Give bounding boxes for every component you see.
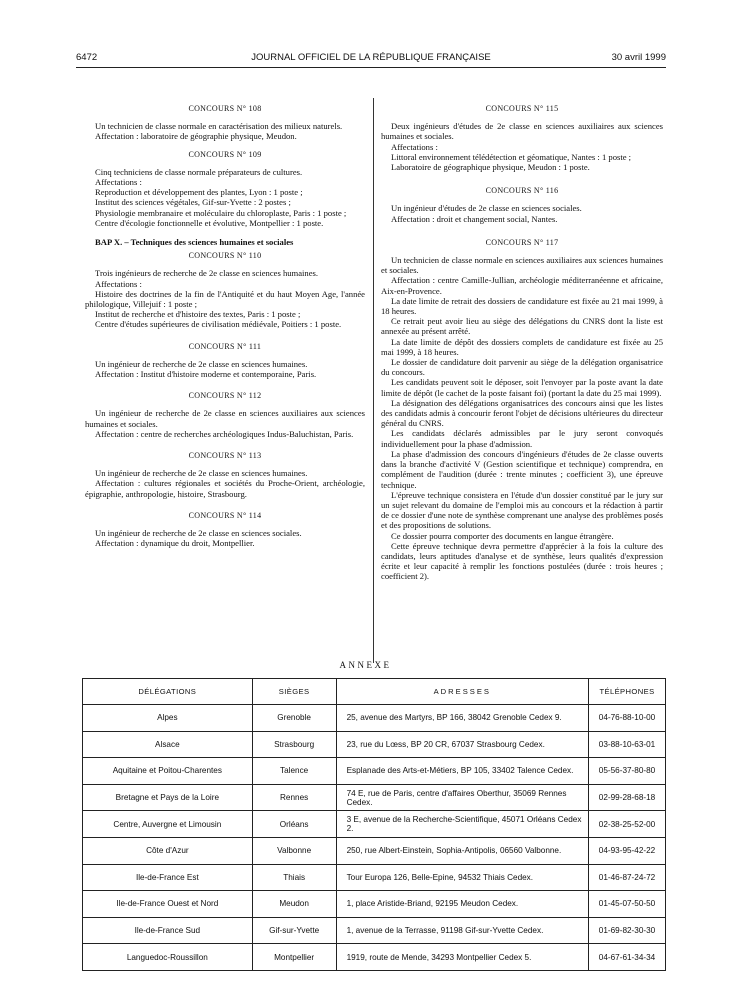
concours-110 — [85, 251, 365, 329]
paragraph: Affectation : Institut d'histoire moderne et contemporaine, Paris. — [95, 369, 317, 380]
siege-cell: Thiais — [252, 864, 336, 891]
table-row — [83, 758, 666, 785]
paragraph: Centre d'écologie fonctionnelle et évolutive, Montpellier : 1 poste. — [95, 217, 324, 228]
concours-title: CONCOURS N° 113 — [188, 451, 262, 461]
paragraph: Un ingénieur de recherche de 2e classe en sciences sociales. — [95, 528, 302, 539]
paragraph: Trois ingénieurs de recherche de 2e classe en sciences humaines. — [95, 268, 319, 279]
siege-cell: Montpellier — [252, 944, 336, 971]
table-row — [83, 705, 666, 732]
phone-cell: 01-69-82-30-30 — [589, 917, 666, 944]
paragraph: Un ingénieur d'études de 2e classe en sciences sociales. — [391, 203, 582, 214]
concours-title: CONCOURS N° 109 — [188, 149, 262, 159]
concours-title: CONCOURS N° 117 — [485, 237, 559, 247]
delegation-cell: Bretagne et Pays de la Loire — [83, 784, 253, 811]
address-cell: 23, rue du Lœss, BP 20 CR, 67037 Strasbourg Cedex. — [336, 731, 588, 758]
annexe-title: ANNEXE — [339, 660, 392, 670]
concours-title: CONCOURS N° 112 — [188, 391, 262, 401]
delegations-table — [82, 678, 666, 971]
table-row — [83, 811, 666, 838]
concours-116 — [381, 186, 663, 224]
column-header: TÉLÉPHONES — [589, 679, 666, 705]
column-header: DÉLÉGATIONS — [83, 679, 253, 705]
siege-cell: Gif-sur-Yvette — [252, 917, 336, 944]
paragraph: Les candidats peuvent soit le déposer, soit l'envoyer par la poste avant la date limite de dépôt (le cachet de la poste faisant foi) (portant la date du 25 mai 1999). — [381, 377, 663, 398]
phone-cell: 05-56-37-80-80 — [589, 758, 666, 785]
right-column — [381, 100, 663, 582]
table-row — [83, 891, 666, 918]
paragraph: Affectation : droit et changement social, Nantes. — [391, 213, 558, 224]
concours-113 — [85, 451, 365, 499]
table-row — [83, 731, 666, 758]
table-header-row — [83, 679, 666, 705]
header-rule — [76, 67, 666, 68]
address-cell: Tour Europa 126, Belle-Epine, 94532 Thiais Cedex. — [336, 864, 588, 891]
paragraph: Reproduction et développement des plantes, Lyon : 1 poste ; — [95, 187, 303, 198]
concours-108 — [85, 104, 365, 142]
paragraph: Physiologie membranaire et moléculaire du chloroplaste, Paris : 1 poste ; — [95, 207, 347, 218]
phone-cell: 03-88-10-63-01 — [589, 731, 666, 758]
column-divider — [373, 98, 374, 663]
paragraph: Le dossier de candidature doit parvenir au siège de la délégation organisatrice du concours. — [381, 357, 663, 378]
paragraph: Un ingénieur de recherche de 2e classe en sciences auxiliaires aux sciences humaines et sociales. — [85, 408, 365, 429]
delegation-cell: Aquitaine et Poitou-Charentes — [83, 758, 253, 785]
siege-cell: Valbonne — [252, 837, 336, 864]
page-number: 6472 — [76, 52, 98, 63]
concours-title: CONCOURS N° 114 — [188, 510, 262, 520]
table-row — [83, 944, 666, 971]
paragraph: La date limite de dépôt des dossiers complets de candidature est fixée au 25 mai 1999, à 18 heures. — [381, 336, 663, 357]
paragraph: Les candidats déclarés admissibles par le jury seront convoqués individuellement pour la phase d'admission. — [381, 428, 663, 449]
paragraph: Affectation : dynamique du droit, Montpellier. — [95, 538, 255, 549]
paragraph: Affectation : centre Camille-Jullian, archéologie méditerranéenne et africaine, Aix-en-Provence. — [381, 275, 663, 296]
address-cell: Esplanade des Arts-et-Métiers, BP 105, 33402 Talence Cedex. — [336, 758, 588, 785]
concours-114 — [85, 511, 365, 549]
paragraph: Deux ingénieurs d'études de 2e classe en sciences auxiliaires aux sciences humaines et sociales. — [381, 121, 663, 142]
concours-109 — [85, 150, 365, 228]
address-cell: 1, avenue de la Terrasse, 91198 Gif-sur-Yvette Cedex. — [336, 917, 588, 944]
paragraph: Un technicien de classe normale en caractérisation des milieux naturels. — [95, 121, 343, 132]
publication-date: 30 avril 1999 — [611, 52, 666, 63]
concours-111 — [85, 342, 365, 380]
table-row — [83, 784, 666, 811]
paragraph: La date limite de retrait des dossiers de candidature est fixée au 21 mai 1999, à 18 heures. — [381, 295, 663, 317]
paragraph: Un ingénieur de recherche de 2e classe en sciences humaines. — [95, 358, 308, 369]
concours-112 — [85, 391, 365, 439]
paragraph: Un technicien de classe normale en sciences auxiliaires aux sciences humaines et sociales. — [381, 255, 663, 276]
paragraph: Ce dossier pourra comporter des documents en langue étrangère. — [391, 530, 614, 541]
paragraph: Affectation : cultures régionales et sociétés du Proche-Orient, archéologie, épigraphie, anthropologie, histoire, Strasbourg. — [85, 478, 365, 499]
address-cell: 1919, route de Mende, 34293 Montpellier Cedex 5. — [336, 944, 588, 971]
concours-title: CONCOURS N° 111 — [188, 341, 262, 351]
delegation-cell: Centre, Auvergne et Limousin — [83, 811, 253, 838]
paragraph: Ce retrait peut avoir lieu au siège des délégations du CNRS dont la liste est annexée au présent arrêté. — [381, 316, 663, 337]
delegation-cell: Ile-de-France Sud — [83, 917, 253, 944]
left-column — [85, 100, 365, 549]
concours-title: CONCOURS N° 116 — [485, 186, 559, 196]
phone-cell: 01-46-87-24-72 — [589, 864, 666, 891]
journal-title: JOURNAL OFFICIEL DE LA RÉPUBLIQUE FRANÇAISE — [251, 52, 491, 63]
paragraph: Affectations : — [391, 141, 438, 152]
table-row — [83, 917, 666, 944]
siege-cell: Rennes — [252, 784, 336, 811]
paragraph: Institut de recherche et d'histoire des textes, Paris : 1 poste ; — [95, 309, 301, 320]
phone-cell: 04-67-61-34-34 — [589, 944, 666, 971]
column-header: SIÈGES — [252, 679, 336, 705]
paragraph: Littoral environnement télédétection et géomatique, Nantes : 1 poste ; — [391, 151, 632, 162]
paragraph: Cette épreuve technique devra permettre d'apprécier à la fois la culture des candidats, leurs aptitudes d'analyse et de synthèse, leurs qualités d'expression écrite et leur capacité à remplir les fonctions postulées (durée : trois heures ; coefficient 2). — [381, 540, 663, 582]
paragraph: Affectations : — [95, 278, 142, 289]
concours-117 — [381, 238, 663, 582]
delegation-cell: Côte d'Azur — [83, 837, 253, 864]
paragraph: Institut des sciences végétales, Gif-sur-Yvette : 2 postes ; — [95, 197, 291, 208]
siege-cell: Strasbourg — [252, 731, 336, 758]
phone-cell: 02-38-25-52-00 — [589, 811, 666, 838]
column-header: ADRESSES — [336, 679, 588, 705]
delegation-cell: Alpes — [83, 705, 253, 732]
paragraph: La désignation des délégations organisatrices des concours ainsi que les listes des candidats admis à concourir feront l'objet de décisions ultérieures du directeur général du CNRS. — [381, 397, 663, 429]
paragraph: Un ingénieur de recherche de 2e classe en sciences humaines. — [95, 468, 308, 479]
concours-title: CONCOURS N° 110 — [188, 251, 262, 261]
delegation-cell: Ile-de-France Est — [83, 864, 253, 891]
address-cell: 3 E, avenue de la Recherche-Scientifique, 45071 Orléans Cedex 2. — [336, 811, 588, 838]
table-row — [83, 837, 666, 864]
concours-115 — [381, 104, 663, 172]
table-row — [83, 864, 666, 891]
phone-cell: 04-93-95-42-22 — [589, 837, 666, 864]
bap-heading: BAP X. – Techniques des sciences humaines et sociales — [95, 237, 294, 248]
paragraph: La phase d'admission des concours d'ingénieurs d'études de 2e classe ouverts dans la branche d'activité V (Gestion scientifique et technique) comprendra, en complément de l'audition (durée : trente minutes ; coefficient 3), une épreuve technique. — [381, 448, 663, 490]
page-header — [76, 52, 666, 66]
paragraph: Affectation : laboratoire de géographie physique, Meudon. — [95, 131, 297, 142]
phone-cell: 01-45-07-50-50 — [589, 891, 666, 918]
delegation-cell: Alsace — [83, 731, 253, 758]
delegation-cell: Ile-de-France Ouest et Nord — [83, 891, 253, 918]
phone-cell: 04-76-88-10-00 — [589, 705, 666, 732]
siege-cell: Grenoble — [252, 705, 336, 732]
siege-cell: Orléans — [252, 811, 336, 838]
address-cell: 25, avenue des Martyrs, BP 166, 38042 Grenoble Cedex 9. — [336, 705, 588, 732]
paragraph: Affectation : centre de recherches archéologiques Indus-Baluchistan, Paris. — [95, 428, 354, 439]
siege-cell: Talence — [252, 758, 336, 785]
concours-title: CONCOURS N° 115 — [485, 104, 559, 113]
paragraph: L'épreuve technique consistera en l'étude d'un dossier constitué par le jury sur un sujet relevant du domaine de l'emploi mis au concours et la rédaction à partir de ce dossier d'une note de synthèse comprenant une analyse des problèmes posés et des propositions de solutions. — [381, 489, 663, 531]
paragraph: Histoire des doctrines de la fin de l'Antiquité et du haut Moyen Age, l'année philologique, Villejuif : 1 poste ; — [85, 288, 365, 310]
paragraph: Cinq techniciens de classe normale préparateurs de cultures. — [95, 166, 303, 177]
paragraph: Affectations : — [95, 177, 142, 188]
paragraph: Laboratoire de géographique physique, Meudon : 1 poste. — [391, 162, 590, 173]
siege-cell: Meudon — [252, 891, 336, 918]
paragraph: Centre d'études supérieures de civilisation médiévale, Poitiers : 1 poste. — [95, 319, 342, 330]
address-cell: 250, rue Albert-Einstein, Sophia-Antipolis, 06560 Valbonne. — [336, 837, 588, 864]
phone-cell: 02-99-28-68-18 — [589, 784, 666, 811]
delegation-cell: Languedoc-Roussillon — [83, 944, 253, 971]
address-cell: 1, place Aristide-Briand, 92195 Meudon Cedex. — [336, 891, 588, 918]
address-cell: 74 E, rue de Paris, centre d'affaires Oberthur, 35069 Rennes Cedex. — [336, 784, 588, 811]
concours-title: CONCOURS N° 108 — [188, 104, 262, 113]
